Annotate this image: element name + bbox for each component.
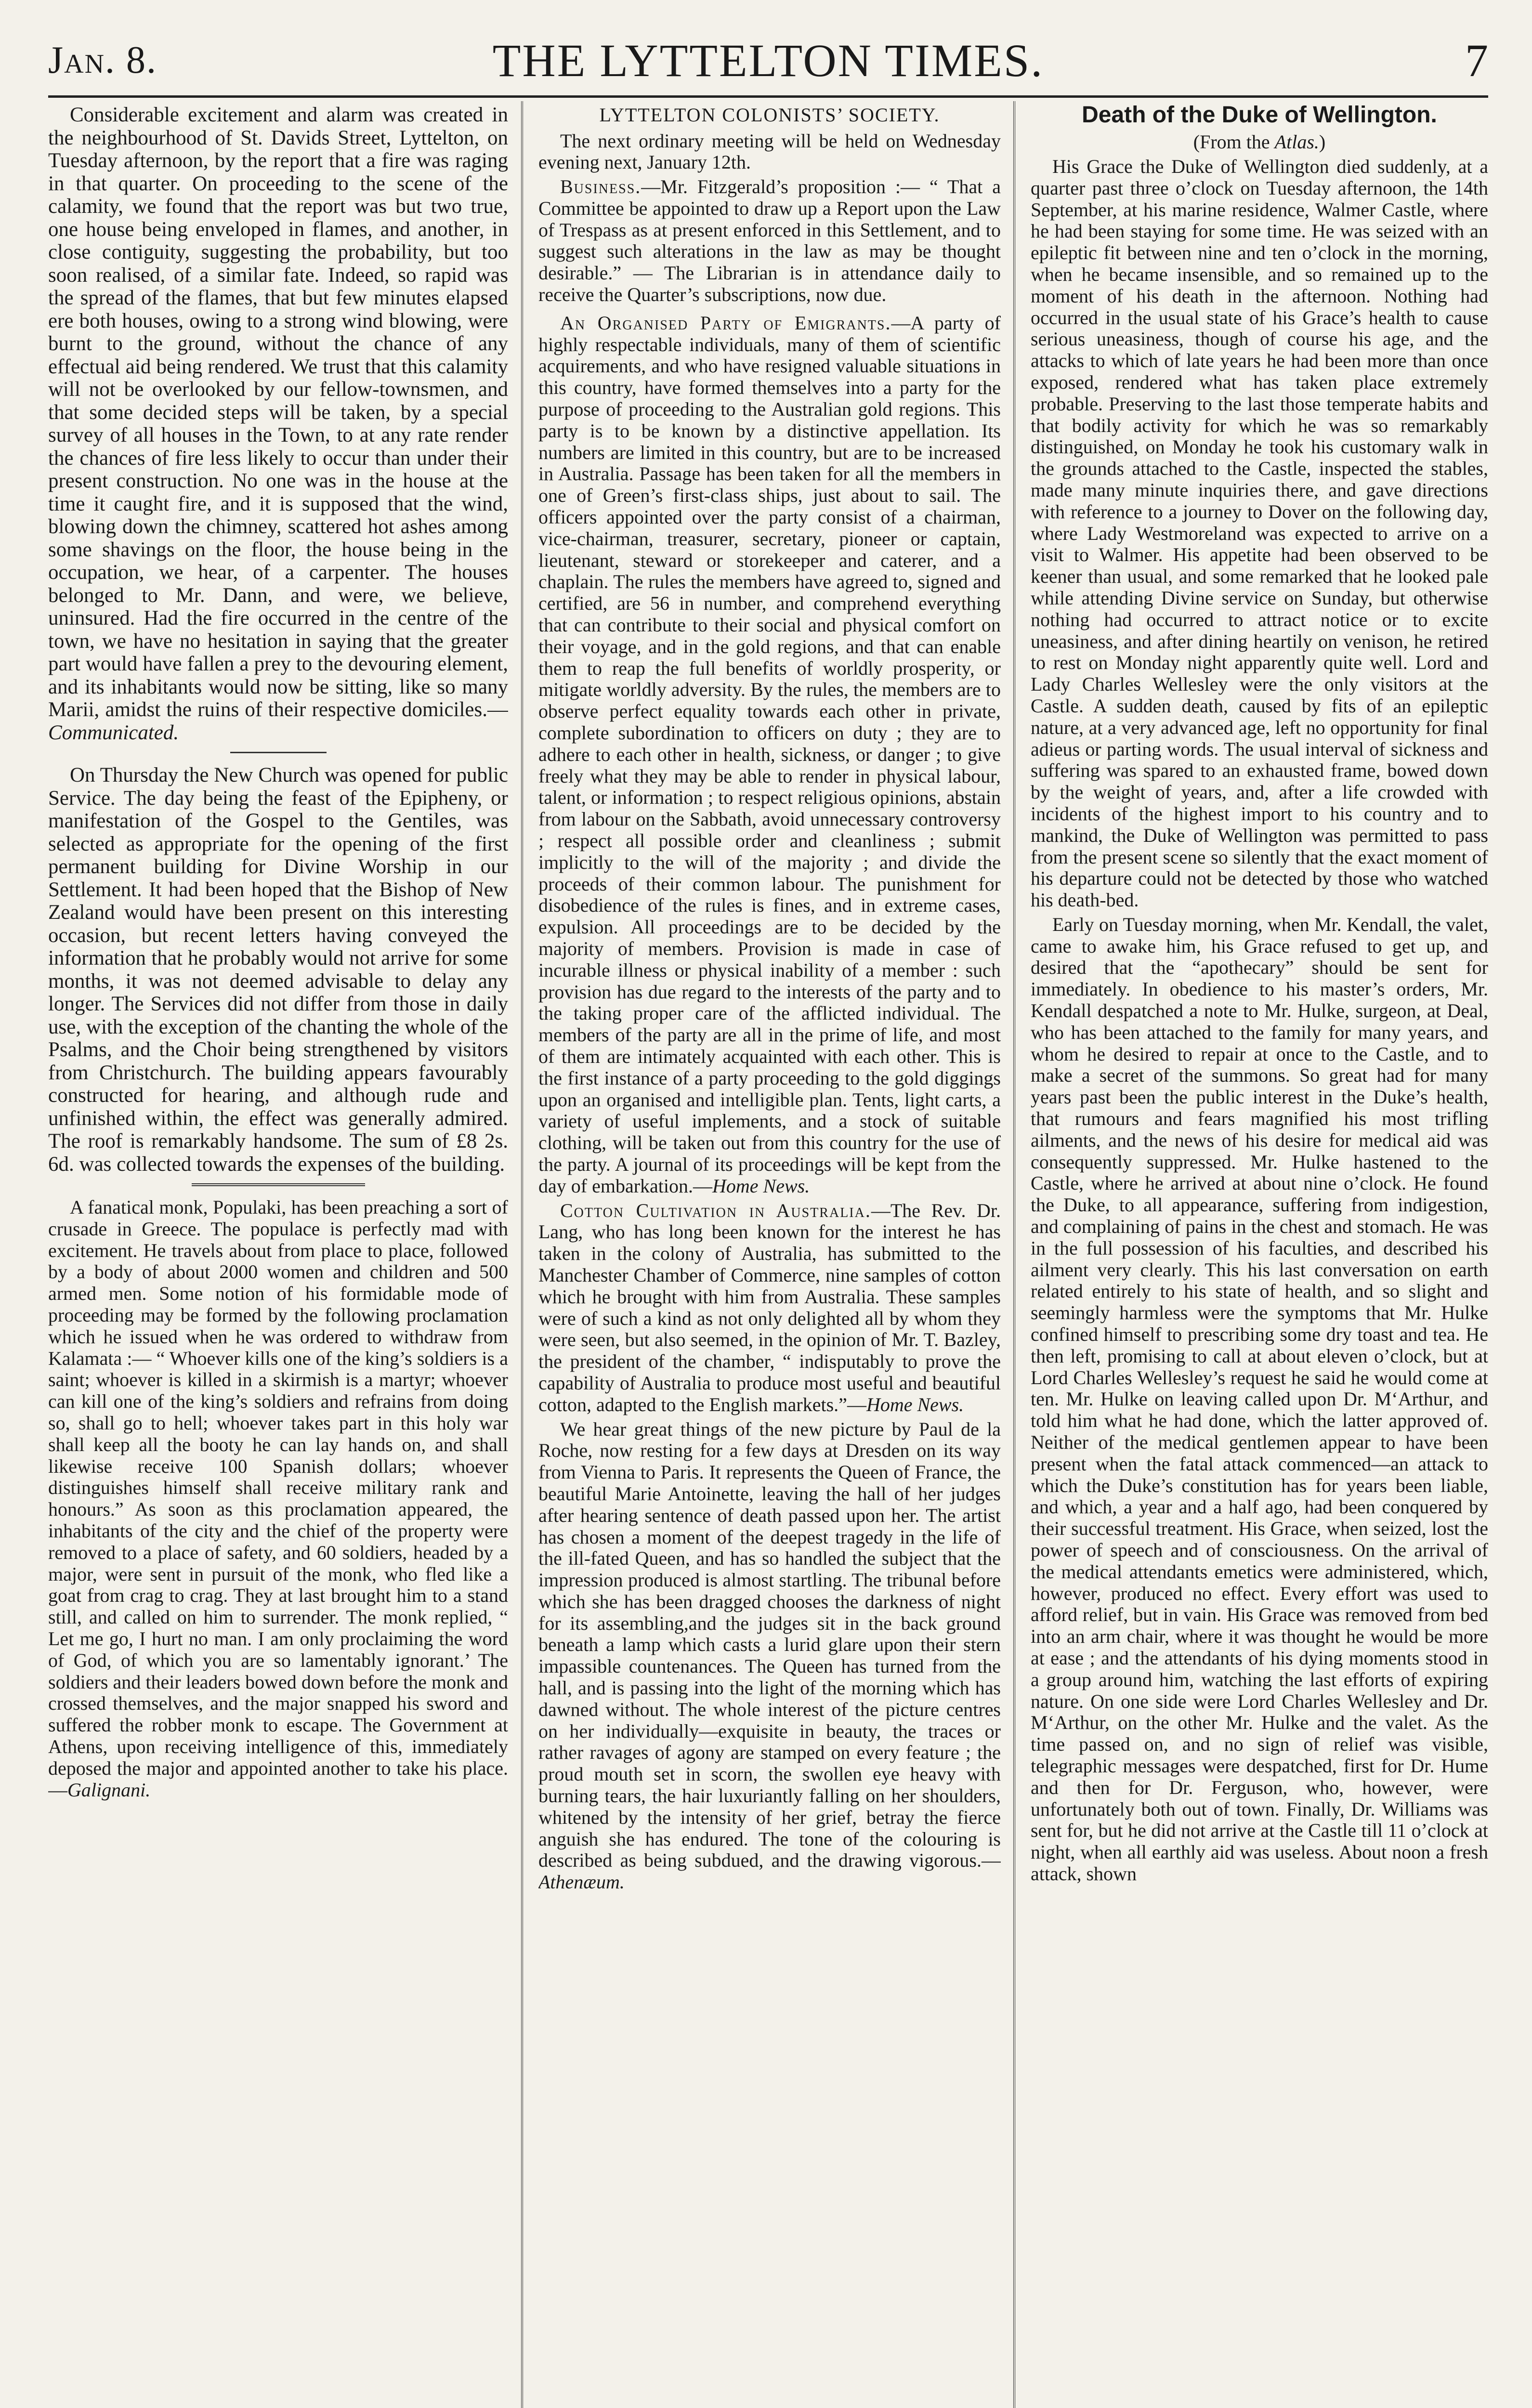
fire-article-source: Communicated. <box>48 721 179 744</box>
cotton-text: —The Rev. Dr. Lang, who has long been known for the interest he has taken in the colony of Australia, has submitted to the Manchester Chamber of Commerce, nine samples of cotton which he brought with him from Australia. These samples were of such a kind as not only delighted all by whom they were seen, but also seemed, in the opinion of Mr. T. Bazley, the president of the chamber, “ indisputably to prove the capability of Australia to produce most useful and beautiful cotton, adapted to the English markets.”— <box>538 1199 1001 1415</box>
wellington-heading: Death of the Duke of Wellington. <box>1082 104 1437 128</box>
wellington-paragraph-1: His Grace the Duke of Wellington died suddenly, at a quarter past three o’clock on Tuesday afternoon, the 14th September, at his marine residence, Walmer Castle, where he had been staying for some time. He was seized with an epileptic fit between nine and ten o’clock in the morning, when he became insensible, and so remained up to the moment of his death in the afternoon. Nothing had occurred in the usual state of his Grace’s health to cause serious uneasiness, though of course his age, and the attacks to which of late years he had been more than once exposed, rendered what has taken place extremely probable. Preserving to the last those temperate habits and that bodily activity for which he was so remarkably distinguished, on Monday he took his customary walk in the grounds attached to the Castle, inspected the stables, made many minute inquiries there, and gave directions with reference to a journey to Dover on the following day, where Lady Westmoreland was expected to arrive on a visit to Walmer. His appetite had been observed to be keener than usual, and some remarked that he looked pale while attending Divine service on Sunday, but otherwise nothing had occurred to attract notice or to excite uneasiness, and after dining heartily on venison, he retired to rest on Monday night apparently quite well. Lord and Lady Charles Wellesley were the only visitors at the Castle. A sudden death, caused by fits of an epileptic nature, at a very advanced age, left no opportunity for final adieus or parting words. The usual interval of sickness and suffering was spared to an exhausted frame, bowed down by the weight of years, and, after a life crowded with incidents of the highest import to his country and to mankind, the Duke of Wellington was permitted to pass from the present scene so silently that the exact moment of his departure could not be detected by those who watched his death-bed. <box>1031 156 1488 911</box>
page-header <box>48 34 1488 92</box>
issue-date: Jan. 8. <box>48 39 157 81</box>
column-1 <box>48 104 508 2408</box>
business-text: —Mr. Fitzgerald’s proposition :— “ That a Committee be appointed to draw up a Report upon the Law of Trespass as at present enforced in this Settlement, and to suggest such alterations in the law as may be thought desirable.” — The Librarian is in attendance daily to receive the Quarter’s subscriptions, now due. <box>538 176 1001 306</box>
column-rule-1 <box>521 101 526 2408</box>
emigrants-source: Home News. <box>712 1175 810 1197</box>
picture-text: We hear great things of the new picture by Paul de la Roche, now resting for a few days at Dresden on its way from Vienna to Paris. It represents the Queen of France, the beautiful Marie Antoinette, leaving the hall of her judges after hearing sentence of death passed upon her. The artist has chosen a moment of the deepest tragedy in the life of the ill-fated Queen, and has so handled the subject that the impression produced is almost startling. The tribunal before which she has been dragged chooses the darkness of night for its assembling,and the judges sit in the back ground beneath a lamp which casts a lurid glare upon their stern impassible countenances. The Queen has turned from the hall, and is passing into the light of the morning which has dawned without. The whole interest of the picture centres on her individually—exquisite in beauty, the traces or rather ravages of agony are stamped on every feature ; the proud mouth set in scorn, the swollen eye heavy with burning tears, the hair luxuriantly falling on her shoulders, whitened by the intensity of her grief, betray the fierce anguish she has endured. The tone of the colouring is described as being subdued, and the drawing vigorous.— <box>538 1418 1001 1871</box>
subheading-source: Atlas. <box>1274 131 1319 153</box>
cotton-source: Home News. <box>866 1393 964 1415</box>
wellington-paragraph-2: Early on Tuesday morning, when Mr. Kendall, the valet, came to awake him, his Grace refused to get up, and desired that the “apothecary” should be sent for immediately. In obedience to his master’s orders, Mr. Kendall despatched a note to Mr. Hulke, surgeon, at Deal, who has been attached to the family for many years, and whom he desired to repair at once to the Castle, and to make a secret of the summons. So great had for many years past been the public interest in the Duke’s health, that rumours and fears magnified his most trifling ailments, and the news of his desire for medical aid was consequently suppressed. Mr. Hulke hastened to the Castle, where he arrived at about nine o’clock. He found the Duke, to all appearance, suffering from indigestion, and complaining of pains in the chest and stomach. He was in the full possession of his faculties, and described his ailment very clearly. This his last conversation on earth related entirely to his state of health, and so slight and seemingly harmless were the symptoms that Mr. Hulke confined himself to prescribing some dry toast and tea. He then left, promising to call at about eleven o’clock, but at Lord Charles Wellesley’s request he said he would come at ten. Mr. Hulke on leaving called upon Dr. M‘Arthur, and told him what he had done, which the latter approved of. Neither of the medical gentlemen appear to have been present when the fatal attack commenced—an attack to which the Duke’s constitution has for years been liable, and which, a year and a half ago, had been conquered by their successful treatment. His Grace, when seized, lost the power of speech and of consciousness. On the arrival of the medical attendants emetics were administered, which, however, produced no effect. Every effort was used to afford relief, but in vain. His Grace was removed from bed into an arm chair, where it was thought he would be more at ease ; and the attendants of his dying moments stood in a group around him, watching the last efforts of expiring nature. On one side were Lord Charles Wellesley and Dr. M‘Arthur, on the other Mr. Hulke and the valet. As the time passed on, and no sign of relief was visible, telegraphic messages were despatched, first for Dr. Hume and then for Dr. Ferguson, who, however, were unfortunately both out of town. Finally, Dr. Williams was sent for, but he did not arrive at the Castle till 11 o’clock at night, when all earthly aid was useless. About noon a fresh attack, shown <box>1031 913 1488 1885</box>
emigrants-label: An Organised Party of Emigrants. <box>560 312 891 334</box>
article-divider <box>192 1183 365 1186</box>
cotton-article <box>538 1200 1001 1416</box>
fire-article <box>48 104 508 744</box>
header-rule <box>48 95 1488 98</box>
article-divider <box>230 752 327 753</box>
page-number: 7 <box>1465 35 1488 86</box>
monk-article-text: A fanatical monk, Populaki, has been preaching a sort of crusade in Greece. The populace is perfectly mad with excitement. He travels about from place to place, followed by a body of about 2000 women and children and 500 armed men. Some notion of his formidable mode of proceeding may be formed by the following proclamation which he issued when he was ordered to withdraw from Kalamata :— “ Whoever kills one of the king’s soldiers is a saint; whoever is killed in a skirmish is a martyr; whoever can kill one of the king’s soldiers and refrains from doing so, shall go to hell; whoever takes part in this holy war shall keep all the booty he can lay hands on, and shall likewise receive 100 Spanish dollars; whoever distinguishes himself shall receive military rank and honours.” As soon as this proclamation appeared, the inhabitants of the city and the chief of the property were removed to a place of safety, and 60 soldiers, headed by a major, were sent in pursuit of the monk, who fled like a goat from crag to crag. They at last brought him to a stand still, and called on him to surrender. The monk replied, “ Let me go, I hurt no man. I am only proclaiming the word of God, of which you are so lamentably ignorant.’ The soldiers and their leaders bowed down before the monk and crossed themselves, and the major snapped his sword and suffered the robber monk to escape. The Government at Athens, upon receiving intelligence of this, immediately deposed the major and appointed another to take his place.— <box>48 1196 508 1801</box>
fire-article-text: Considerable excitement and alarm was created in the neighbourhood of St. Davids Street, Lyttelton, on Tuesday afternoon, by the report that a fire was raging in that quarter. On proceeding to the scene of the calamity, we found that the report was but two true, one house being enveloped in flames, and another, in close contiguity, suggesting the probability, but too soon realised, of a similar fate. Indeed, so rapid was the spread of the flames, that but few minutes elapsed ere both houses, owing to a strong wind blowing, were burnt to the ground, without the chance of any effectual aid being rendered. We trust that this calamity will not be overlooked by our fellow-townsmen, and that some decided steps will be taken, by a special survey of all houses in the Town, to at any rate render the chances of fire less likely to occur than under their present construction. No one was in the house at the time it caught fire, and it is supposed that the wind, blowing down the chimney, scattered hot ashes among some shavings on the floor, the house being in the occupation, we hear, of a carpenter. The houses belonged to Mr. Dann, and were, we believe, uninsured. Had the fire occurred in the centre of the town, we have no hesitation in saying that the greater part would have fallen a prey to the devouring element, and its inhabitants would now be sitting, like so many Marii, amidst the ruins of their respective domiciles.— <box>48 104 508 721</box>
business-label: Business. <box>560 176 642 198</box>
church-article: On Thursday the New Church was opened for public Service. The day being the feast of the Epipheny, or manifestation of the Gospel to the Gentiles, was selected as appropriate for the opening of the first permanent building for Divine Worship in our Settlement. It had been hoped that the Bishop of New Zealand would have been present on this interesting occasion, but recent letters having conveyed the information that he probably would not arrive for some months, it was not deemed advisable to delay any longer. The Services did not differ from those in daily use, with the exception of the chanting the whole of the Psalms, and the Choir being strengthened by visitors from Christchurch. The building appears favourably constructed for hearing, and although rude and unfinished within, the effect was generally admired. The roof is remarkably handsome. The sum of £8 2s. 6d. was collected towards the expenses of the building. <box>48 764 508 1176</box>
subheading-suffix: ) <box>1319 131 1326 153</box>
monk-article <box>48 1197 508 1801</box>
business-notice <box>538 176 1001 306</box>
newspaper-title: THE LYTTELTON TIMES. <box>492 35 1044 86</box>
subheading-prefix: (From the <box>1193 131 1275 153</box>
society-heading: LYTTELTON COLONISTS’ SOCIETY. <box>599 104 940 126</box>
column-2 <box>538 104 1001 2408</box>
monk-article-source: Galignani. <box>67 1779 151 1801</box>
wellington-subheading <box>1031 131 1488 154</box>
emigrants-text: —A party of highly respectable individuals, many of them of scientific acquirements, and who have resigned valuable situations in this country, have formed themselves into a party for the purpose of proceeding to the Australian gold regions. This party is to be known by a distinctive appellation. Its numbers are limited in this country, but are to be increased in Australia. Passage has been taken for all the members in one of Green’s first-class ships, just about to sail. The officers appointed over the party consist of a chairman, vice-chairman, treasurer, secretary, pioneer or captain, lieutenant, steward or storekeeper and caterer, and a chaplain. The rules the members have agreed to, signed and certified, are 56 in number, and comprehend everything that can contribute to their social and physical comfort on their voyage, and in the gold regions, and that can enable them to reap the full benefits of worldly prosperity, or mitigate worldly adversity. By the rules, the members are to observe perfect equality towards each other in private, complete subordination to officers on duty ; they are to adhere to each other in health, sickness, or danger ; to give freely what they may be able to render in physical labour, talent, or information ; to respect religious opinions, abstain from labour on the Sabbath, avoid unnecessary controversy ; respect all possible order and cleanliness ; submit implicitly to the will of the majority ; and divide the proceeds of their common labour. The punishment for disobedience of the rules is fines, and in extreme cases, expulsion. All proceedings are to be decided by the majority of members. Provision is made in case of incurable illness or physical inability of a member : such provision has due regard to the interests of the party and to the taking proper care of the afflicted individual. The members of the party are all in the prime of life, and most of them are intimately acquainted with each other. This is the first instance of a party proceeding to the gold diggings upon an organised and intelligible plan. Tents, light carts, a variety of useful implements, and a stock of suitable clothing, will be taken out from this country for the use of the party. A journal of its proceedings will be kept from the day of embarkation.— <box>538 312 1001 1197</box>
society-notice: The next ordinary meeting will be held on Wednesday evening next, January 12th. <box>538 130 1001 173</box>
column-rule-2 <box>1013 101 1018 2408</box>
emigrants-article <box>538 313 1001 1197</box>
column-3 <box>1031 104 1488 2408</box>
picture-article <box>538 1419 1001 1894</box>
picture-source: Athenæum. <box>538 1871 625 1893</box>
cotton-label: Cotton Cultivation in Australia. <box>560 1199 871 1221</box>
